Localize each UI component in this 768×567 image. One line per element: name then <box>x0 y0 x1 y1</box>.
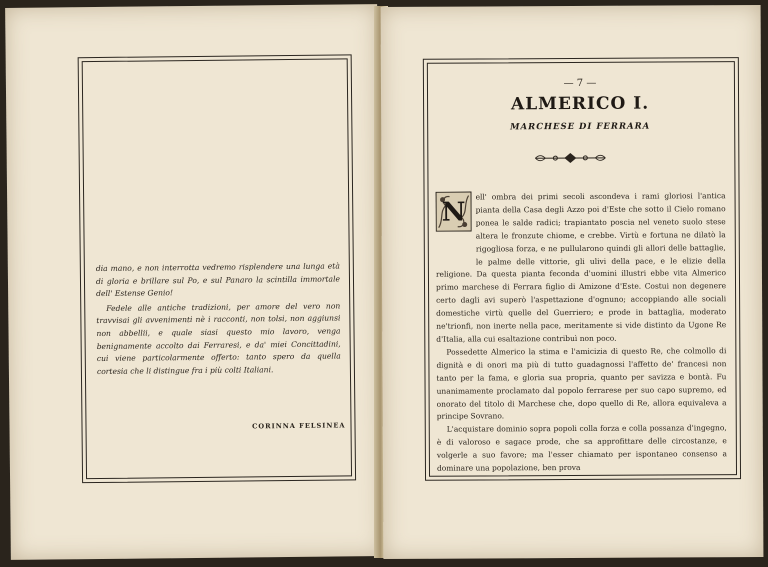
body-paragraph-3: L'acquistare dominio sopra popoli colla forza e colla possanza d'ingegno, è di valoroso e sagace prode, che sa approfittare delle circostanze, e volgerle a suo favore; ma l'esser chiamato per ispontaneo consenso a dominare una popolazione, ben prova <box>436 423 727 473</box>
left-paragraph-2: Fedele alle antiche tradizioni, per amore del vero non travvisai gli avvenimenti nè i racconti, non tolsi, non aggiunsi non abbellii, e quale siasi questo mio lavoro, venga benignamente accolto dai Ferraresi, e da' miei Concittadini, cui viene particolarmente offerto: tanto spero da quella cortesia che li distingue fra i più colti Italiani. <box>96 301 341 376</box>
left-page-text <box>96 260 341 378</box>
left-paragraph-1: dia mano, e non interrotta vedremo risplendere una lunga età di gloria e brillare sul Po, e sul Panaro la scintilla immortale dell' Estense Genio! <box>95 261 341 299</box>
svg-text:N: N <box>441 197 466 228</box>
chapter-title: ALMERICO I. <box>510 93 650 115</box>
chapter-body <box>436 190 727 475</box>
ornament-divider-icon <box>531 151 609 165</box>
body-paragraph-1: ell' ombra dei primi secoli ascondeva i rami gloriosi l'antica pianta della Casa degli Azzo poi d'Este che sotto il Cielo romano ponea le salde radici; trapiantato poscia nel veneto suolo stese altera le fronzute chiome, e crebbe. Virtù e fortuna ne dilatò la rigogliosa forza, e ne pullularono quindi gli allori delle battaglie, le palme delle vittorie, gli ulivi della pace, e le elizie della religione. Da questa pianta feconda d'uomini illustri ebbe vita Almerico primo marchese di Ferrara figlio di Amizone d'Este. Costui non degenere certo dagli avi superò l'aspettazione d'ognuno; accoppiando alle sociali domestiche virtù quelle del Guerriero; e prode in battaglia, moderato ne'trionfi, non inerte nella pace, meritamente si vide distinto da Ugone Re d'Italia, alla cui esaltazione contribuì non poco. <box>435 191 727 344</box>
page-number: — 7 — <box>563 77 597 90</box>
signature: CORINNA FELSINEA <box>252 421 346 431</box>
left-page <box>5 4 383 560</box>
chapter-subtitle: MARCHESE DI FERRARA <box>510 121 651 133</box>
body-paragraph-2: Possedette Almerico la stima e l'amicizia di questo Re, che colmollo di dignità e di onori ma più di tutto guadagnossi l'affetto de' francesi non tanto per la fama, e gloria sua propria, quanto per savizza e bontà. Fu unanimamente proclamato dal popolo ferrarese per suo capo supremo, ed onorato del titolo di Marchese che, dopo quello di Re, allora equivaleva a principe Sovrano. <box>436 346 727 422</box>
right-page <box>381 5 764 559</box>
